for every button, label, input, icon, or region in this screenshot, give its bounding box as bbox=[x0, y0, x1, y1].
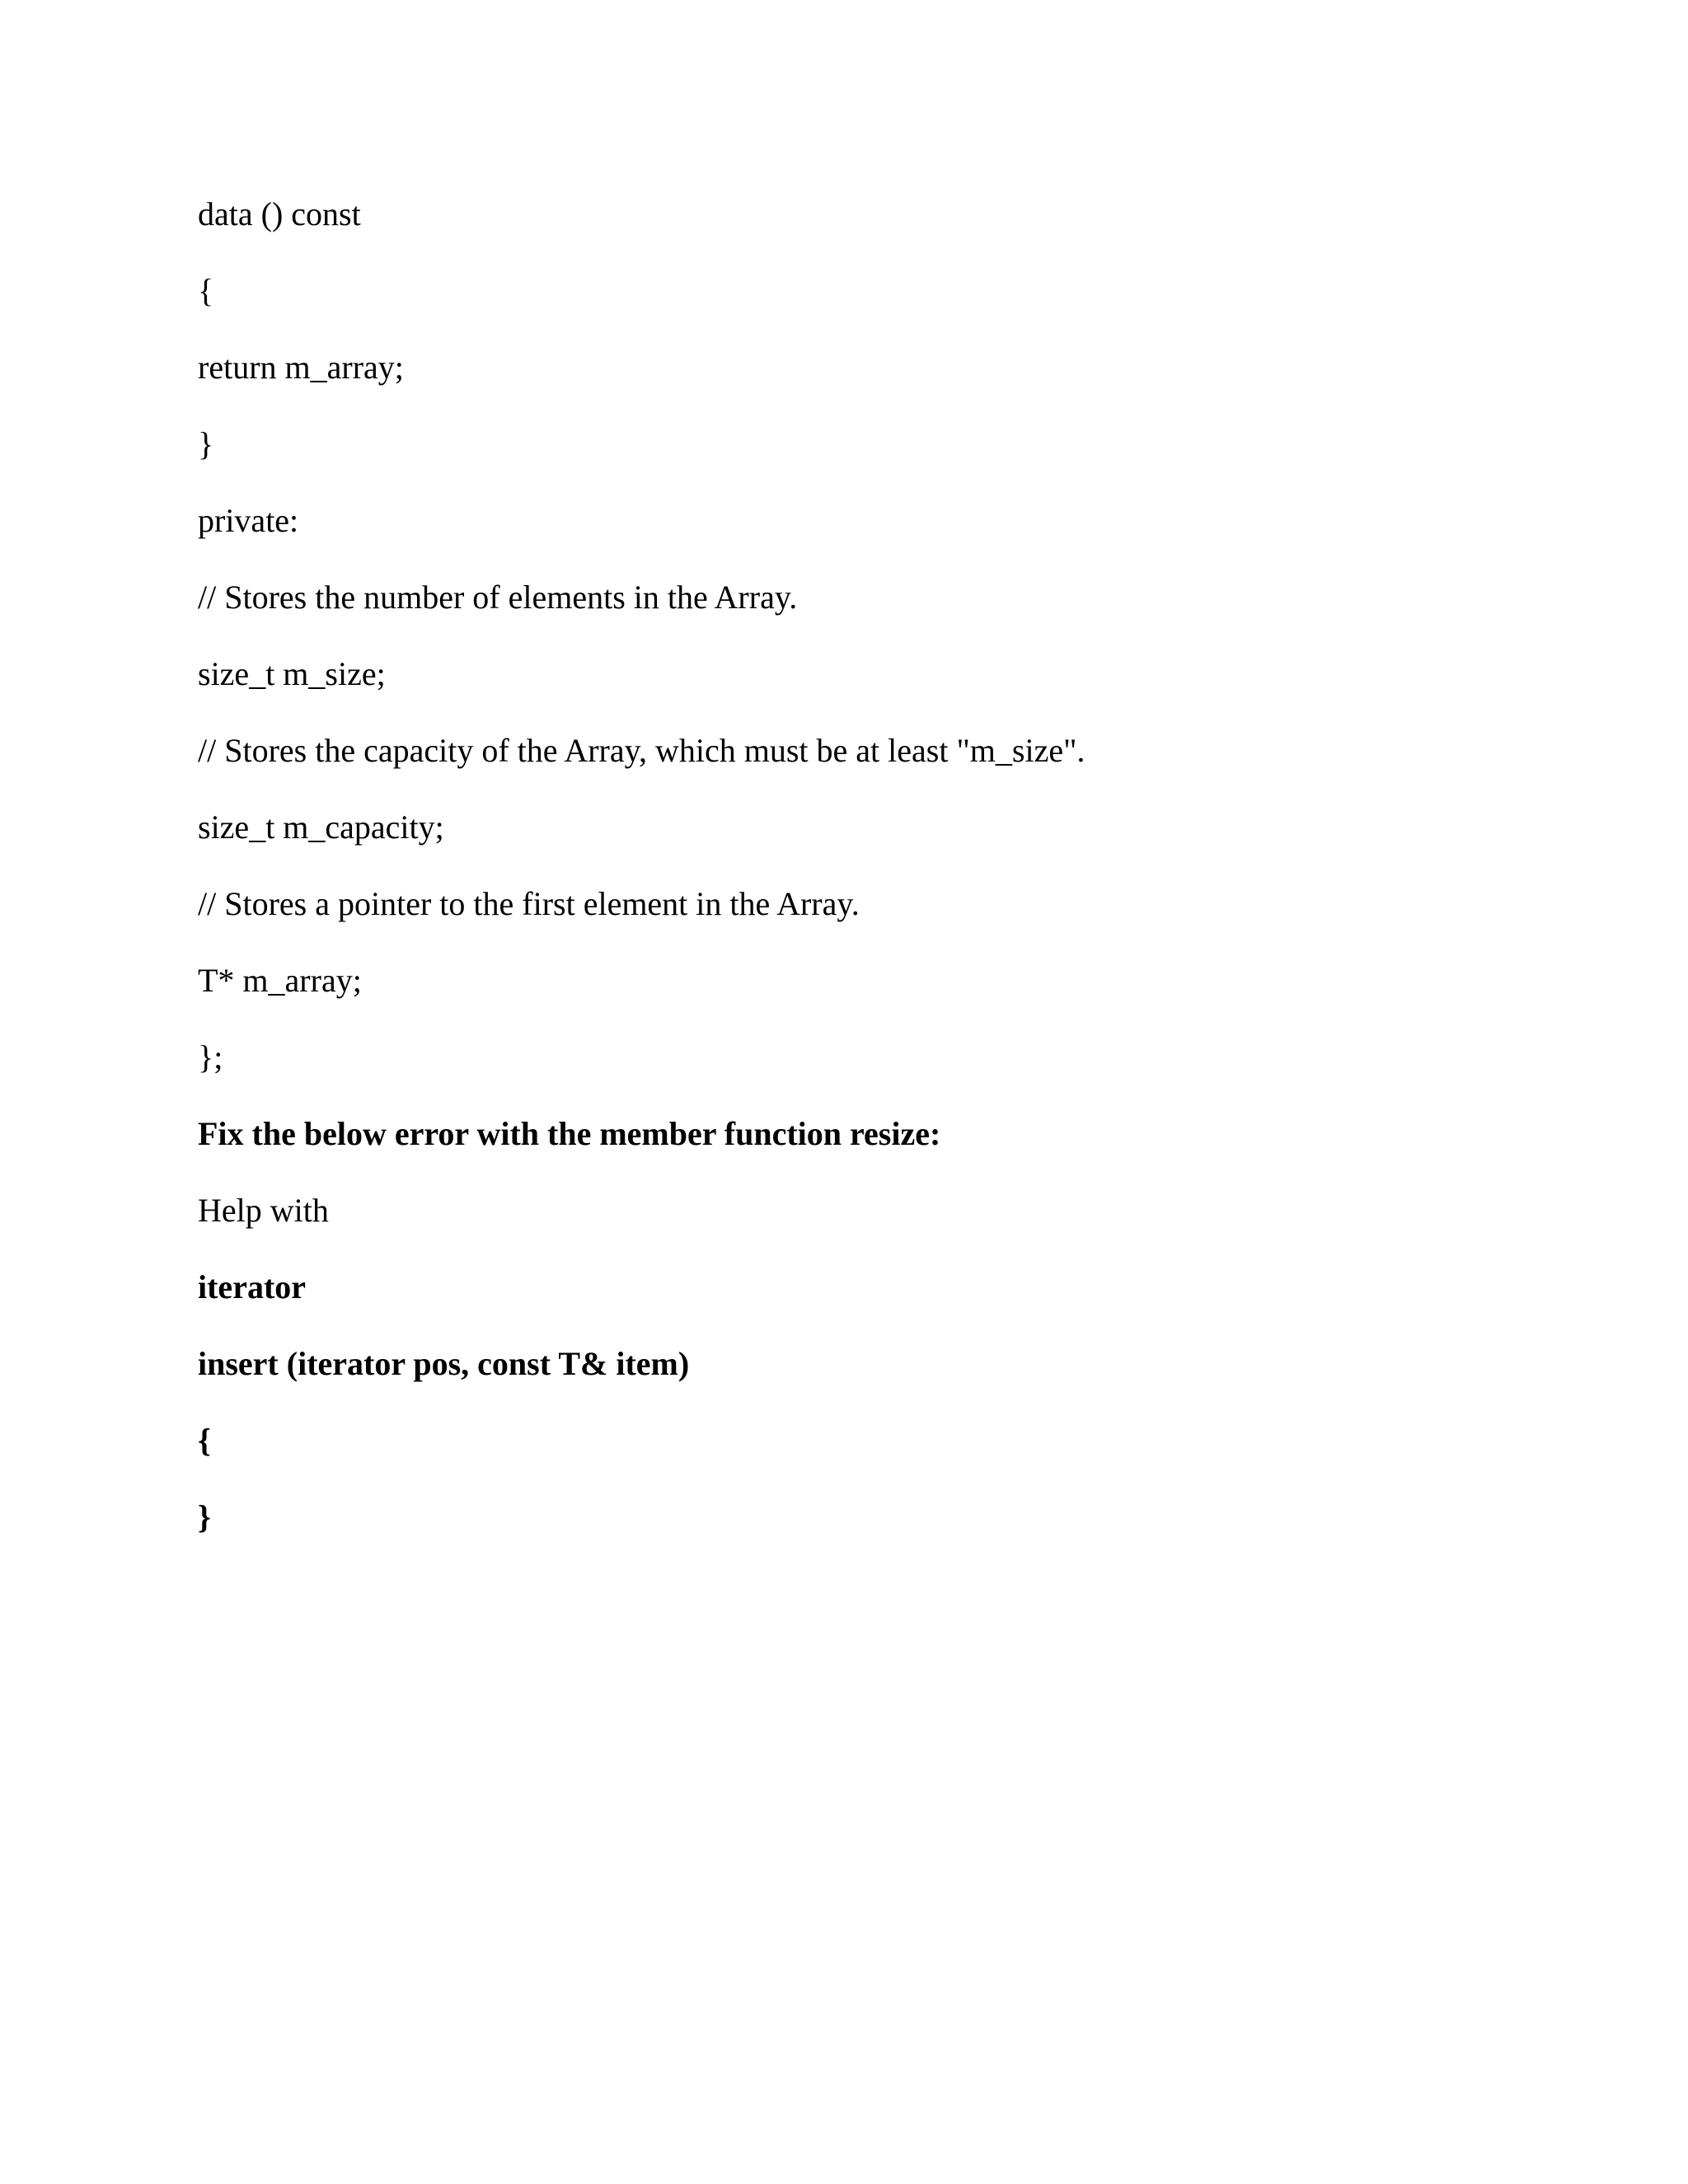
code-line-insert-open-brace: { bbox=[198, 1422, 211, 1459]
code-line-insert-close-brace: } bbox=[198, 1498, 211, 1535]
code-line-m-size: size_t m_size; bbox=[198, 655, 386, 692]
code-line-open-brace: { bbox=[198, 272, 214, 309]
code-comment-pointer: // Stores a pointer to the first element in the Array. bbox=[198, 885, 860, 922]
code-line-return: return m_array; bbox=[198, 349, 404, 386]
code-line-insert-signature: insert (iterator pos, const T& item) bbox=[198, 1345, 690, 1382]
help-text: Help with bbox=[198, 1192, 329, 1229]
code-line-data-signature: data () const bbox=[198, 195, 361, 232]
instruction-heading: Fix the below error with the member function resize: bbox=[198, 1115, 941, 1152]
code-line-close-brace: } bbox=[198, 425, 214, 462]
code-comment-size: // Stores the number of elements in the Array. bbox=[198, 579, 798, 616]
code-line-private: private: bbox=[198, 502, 299, 539]
document-body bbox=[198, 194, 1517, 1574]
code-line-m-array: T* m_array; bbox=[198, 962, 362, 999]
code-line-m-capacity: size_t m_capacity; bbox=[198, 808, 444, 846]
code-line-class-end: }; bbox=[198, 1038, 223, 1076]
code-line-iterator: iterator bbox=[198, 1268, 307, 1305]
code-comment-capacity: // Stores the capacity of the Array, which must be at least "m_size". bbox=[198, 732, 1085, 769]
